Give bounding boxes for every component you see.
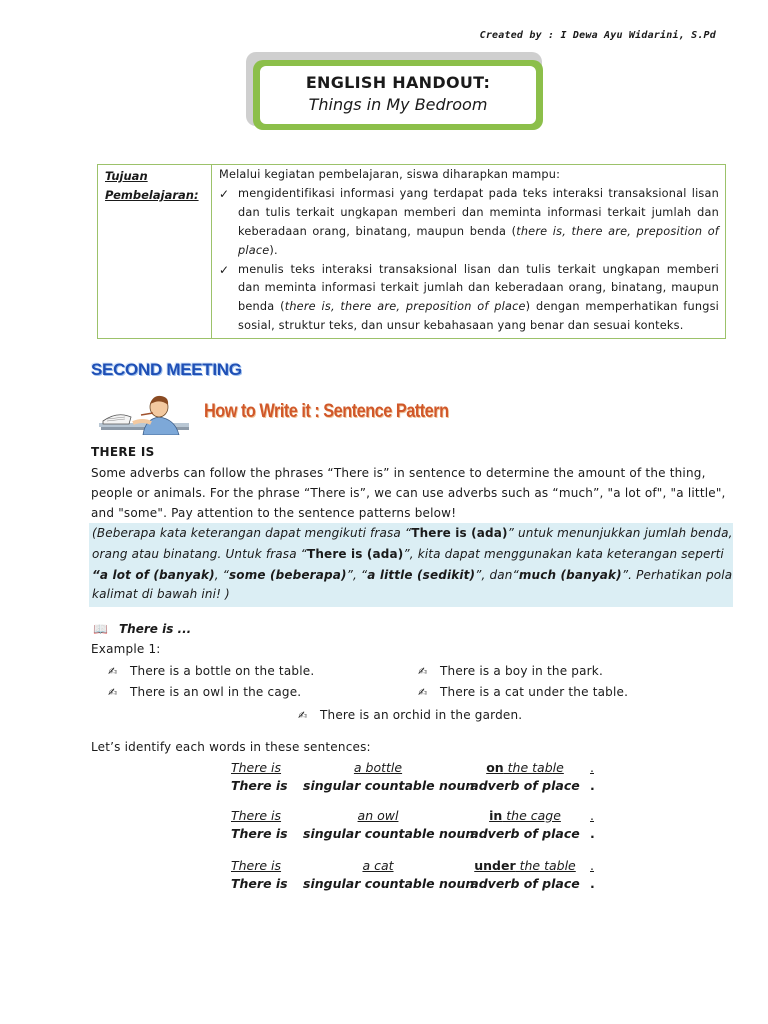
pattern-word: There is [231,808,282,823]
objective-item [219,261,719,337]
pattern-word: . [590,858,594,873]
there-is-subheading: There is ... [119,622,192,636]
objective-text-end: ). [269,243,278,257]
check-icon: ✓ [219,186,230,201]
indonesian-line: orang atau binatang. Untuk frasa “There is (ada)”, kita dapat menggunakan kata keterangan seperti [92,547,724,561]
pattern-label: . [590,778,595,793]
english-paragraph-line: people or animals. For the phrase “There is”, we can use adverbs such as “much”, "a lot of", "a little", [91,486,726,500]
objectives-label-line2: Pembelajaran: [105,188,199,202]
objectives-table [97,164,726,339]
english-paragraph-line: and "some". Pay attention to the sentence patterns below! [91,506,457,520]
pattern-label: adverb of place [470,876,580,891]
pattern-label: There is [231,778,288,793]
indonesian-paragraph [89,523,733,607]
objective-emphasis: there is, there are, preposition of place [238,224,719,257]
title-box [259,65,537,125]
english-paragraph-line: Some adverbs can follow the phrases “There is” in sentence to determine the amount of the thing, [91,466,706,480]
writing-hand-icon: ✍ [298,709,308,722]
objectives-intro: Melalui kegiatan pembelajaran, siswa diharapkan mampu: [219,168,561,181]
pattern-label: . [590,826,595,841]
example-label: Example 1: [91,642,161,656]
pattern-label: singular countable noun [303,778,475,793]
writing-hand-icon: ✍ [108,686,118,699]
indonesian-line: “a lot of (banyak), “some (beberapa)”, “a little (sedikit)”, dan“much (banyak)”. Perhatikan pola [92,568,733,582]
example-sentence: ✍ There is a boy in the park. [418,664,603,678]
pattern-word: an owl [357,808,399,823]
objective-text: menulis teks interaksi transaksional lisan dan tulis terkait ungkapan memberi dan meminta informasi terkait jumlah dan keberadaan orang, binatang, maupun benda ( [238,262,719,314]
identify-instruction: Let’s identify each words in these sentences: [91,740,371,754]
open-book-icon: 📖 [93,622,108,636]
indonesian-line: kalimat di bawah ini! ) [92,587,230,601]
there-is-heading: THERE IS [91,445,155,459]
pattern-word: . [590,808,594,823]
handout-title: ENGLISH HANDOUT: [305,73,491,92]
example-sentence: ✍ There is a cat under the table. [418,685,629,699]
example-sentence: ✍ There is an owl in the cage. [108,685,302,699]
pattern-word: a bottle [353,760,403,775]
example-sentence: ✍ There is a bottle on the table. [108,664,315,678]
objectives-label-line1: Tujuan [105,169,148,183]
pattern-word: There is [231,858,282,873]
objective-text-end: ) dengan memperhatikan fungsi sosial, struktur teks, dan unsur kebahasaan yang benar dan sesuai konteks. [238,300,719,333]
pattern-word: under the table [474,858,576,873]
pattern-word: in the cage [489,808,561,823]
objective-text: mengidentifikasi informasi yang terdapat pada teks interaksi transaksional lisan dan tulis terkait ungkapan memberi dan meminta informasi terkait jumlah dan keberadaan orang, binatang, maupun benda ( [238,186,719,238]
table-divider [211,165,212,338]
objective-item [219,185,719,261]
pattern-word: a cat [362,858,394,873]
pattern-label: . [590,876,595,891]
pattern-label: singular countable noun [303,826,475,841]
creator-credit: Created by : I Dewa Ayu Widarini, S.Pd [479,30,716,41]
example-sentence: ✍ There is an orchid in the garden. [298,708,523,722]
pattern-label: There is [231,876,288,891]
pattern-word: . [590,760,594,775]
section-heading: How to Write it : Sentence Pattern [204,401,449,422]
pattern-word: There is [231,760,282,775]
meeting-heading: SECOND MEETING [91,360,242,379]
writing-hand-icon: ✍ [418,665,428,678]
pattern-label: adverb of place [470,778,580,793]
check-icon: ✓ [219,262,230,277]
objective-emphasis: there is, there are, preposition of place [284,300,526,314]
objectives-content [219,166,719,336]
indonesian-line: (Beberapa kata keterangan dapat mengikuti frasa “There is (ada)” untuk menunjukkan jumlah benda, [92,526,733,540]
pattern-label: There is [231,826,288,841]
pattern-word: on the table [486,760,564,775]
pattern-label: adverb of place [470,826,580,841]
objectives-label [105,167,199,205]
reading-boy-illustration [99,393,189,435]
writing-hand-icon: ✍ [418,686,428,699]
handout-subtitle: Things in My Bedroom [308,95,488,114]
pattern-label: singular countable noun [303,876,475,891]
writing-hand-icon: ✍ [108,665,118,678]
